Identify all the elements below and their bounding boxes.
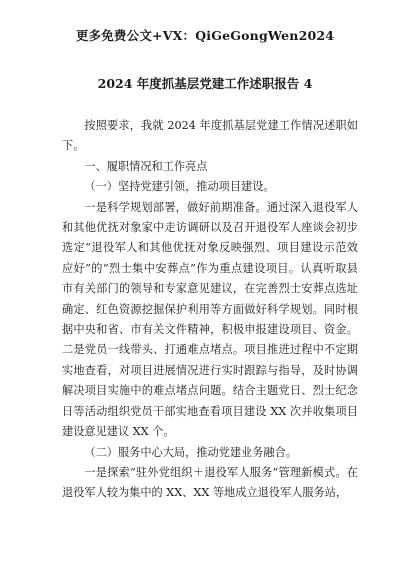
subsection-heading: （一）坚持党建引领，推动项目建设。	[84, 180, 275, 194]
document-body	[62, 116, 358, 504]
paragraph-body: 一是探索“驻外党组织＋退役军人服务”管理新模式。在退役军人较为集中的 XX、XX 等地成立退役军人服务站，	[62, 465, 358, 500]
paragraph-body: 一是科学规划部署，做好前期准备。通过深入退役军人和其他优抚对象家中走访调研以及召开退役军人座谈会初步选定“退役军人和其他优抚对象反映强烈、项目建设示范效应好”的“烈士集中安葬点”作为重点建设项目。认真听取县市有关部门的领导和专家意见建议，在完善烈士安葬点选址确定、红色资源挖掘保护利用等方面做好科学规划。同时根据中央和省、市有关文件精神，积极申报建设项目、资金。二是党员一线带头、打通难点堵点。项目推进过程中不定期实地查看，对项目进展情况进行实时跟踪与指导，及时协调解决项目实施中的难点堵点问题。结合主题党日、烈士纪念日等活动组织党员干部实地查看项目建设 XX 次并收集项目建设意见建议 XX 个。	[62, 200, 358, 439]
subsection-heading: （二）服务中心大局，推动党建业务融合。	[84, 445, 297, 459]
document-header: 更多免费公文+VX：QiGeGongWen2024	[75, 28, 335, 43]
section-heading: 一、履职情况和工作亮点	[84, 159, 208, 173]
paragraph-intro: 按照要求，我就 2024 年度抓基层党建工作情况述职如下。	[62, 119, 358, 153]
document-title: 2024 年度抓基层党建工作述职报告 4	[97, 76, 313, 91]
